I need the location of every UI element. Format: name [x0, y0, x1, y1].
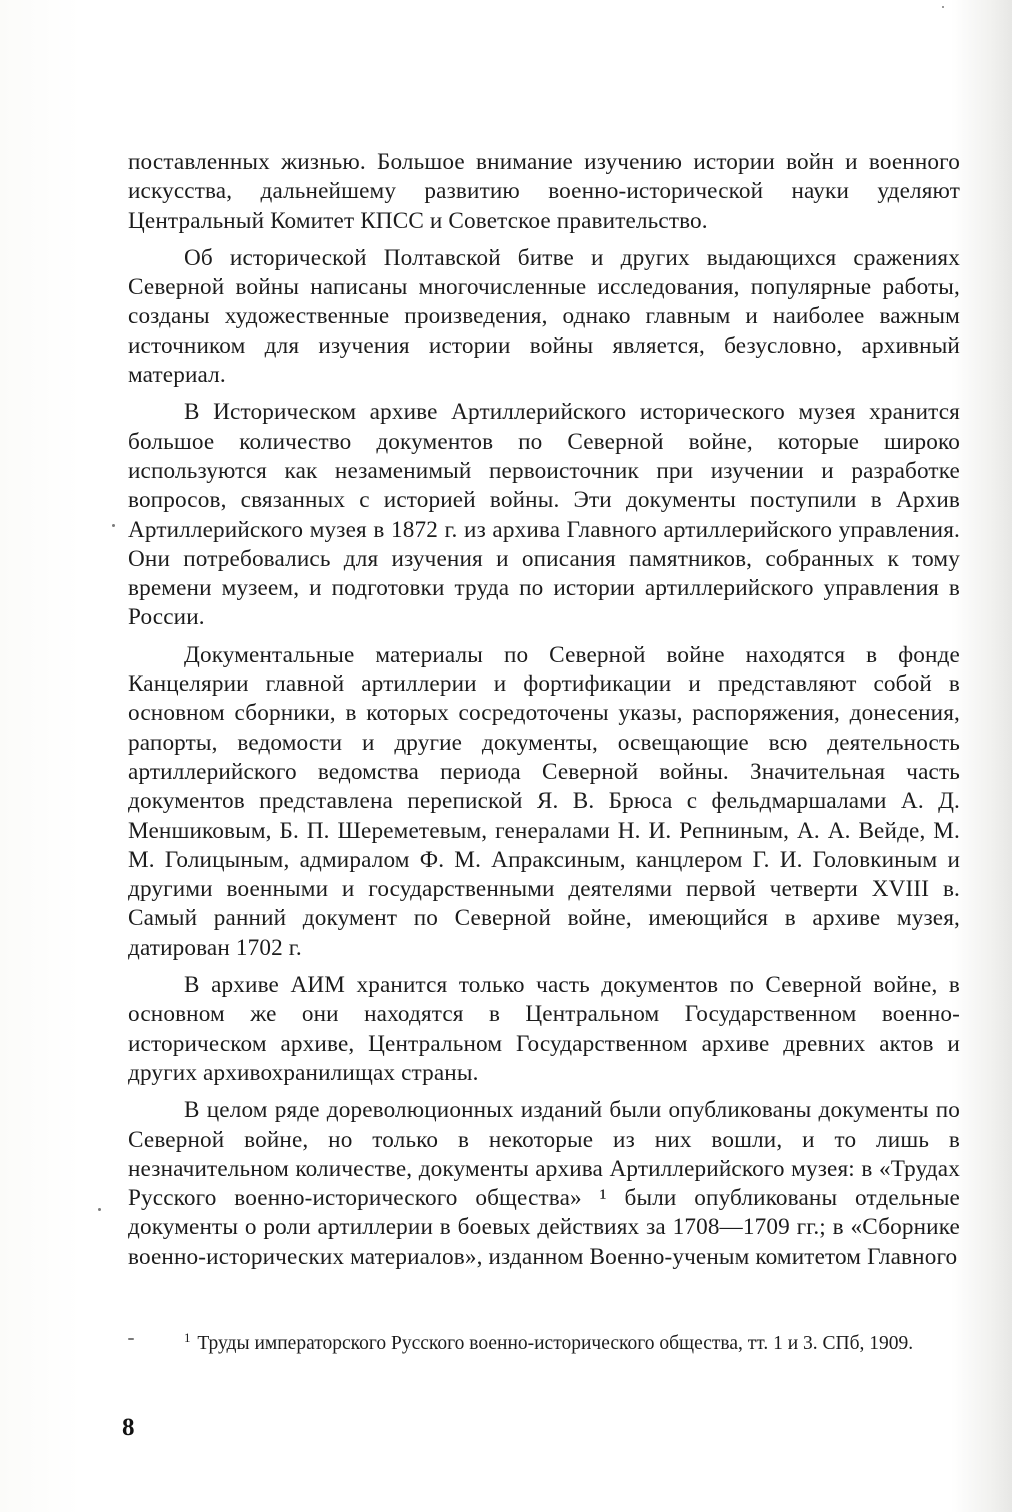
footnote-mark: 1: [184, 1329, 191, 1345]
paragraph-4: Документальные материалы по Северной войне находятся в фонде Канцелярии главной артиллерии и фортификации и представляют собой в основном сборники, в которых сосредоточены указы, распоряжения, донесения, рапорты, ведомости и другие документы, освещающие всю деятельность артиллерийского ведомства периода Северной войны. Значительная часть документов представлена перепиской Я. В. Брюса с фельдмаршалами А. Д. Меншиковым, Б. П. Шереметевым, генералами Н. И. Репниным, А. А. Вейде, М. М. Голицыным, адмиралом Ф. М. Апраксиным, канцлером Г. И. Головкиным и другими военными и государственными деятелями первой четверти XVIII в. Самый ранний документ по Северной войне, имеющийся в архиве музея, датирован 1702 г.: [128, 641, 960, 961]
page-number: 8: [122, 1414, 135, 1441]
paragraph-1: поставленных жизнью. Большое внимание изучению истории войн и военного искусства, дальнейшему развитию военно-исторической науки уделяют Центральный Комитет КПСС и Советское правительство.: [128, 149, 960, 234]
paragraph-5: В архиве АИМ хранится только часть документов по Северной войне, в основном же они находятся в Центральном Государственном военно-историческом архиве, Центральном Государственном архиве древних актов и других архивохранилищах страны.: [128, 972, 960, 1086]
footnote-text: Труды императорского Русского военно-исторического общества, тт. 1 и 3. СПб, 1909.: [197, 1333, 914, 1354]
paragraph-3: В Историческом архиве Артиллерийского исторического музея хранится большое количество документов по Северной войне, которые широко используются как незаменимый первоисточник при изучении и разработке вопросов, связанных с историей войны. Эти документы поступили в Архив Артиллерийского музея в 1872 г. из архива Главного артиллерийского управления. Они потребовались для изучения и описания памятников, собранных к тому времени музеем, и подготовки труда по истории артиллерийского управления в России.: [128, 399, 960, 631]
footnote: [128, 1330, 960, 1357]
paragraph-2: Об исторической Полтавской битве и других выдающихся сражениях Северной войны написаны многочисленные исследования, популярные работы, созданы художественные произведения, однако главным и наиболее важным источником для изучения истории войны является, безусловно, архивный материал.: [128, 244, 960, 389]
scan-speck: [98, 1208, 101, 1211]
paragraph-6: В целом ряде дореволюционных изданий были опубликованы документы по Северной войне, но только в некоторые из них вошли, и то лишь в незначительном количестве, документы архива Артиллерийского музея: в «Трудах Русского военно-исторического общества» ¹ были опубликованы отдельные документы о роли артиллерии в боевых действиях за 1708—1709 гг.; в «Сборнике военно-исторических материалов», изданном Военно-ученым комитетом Главного: [128, 1097, 960, 1270]
main-text-column: [128, 148, 960, 1280]
scan-speck: [942, 6, 944, 8]
scan-speck: [128, 1338, 134, 1340]
scan-speck: [112, 524, 115, 527]
